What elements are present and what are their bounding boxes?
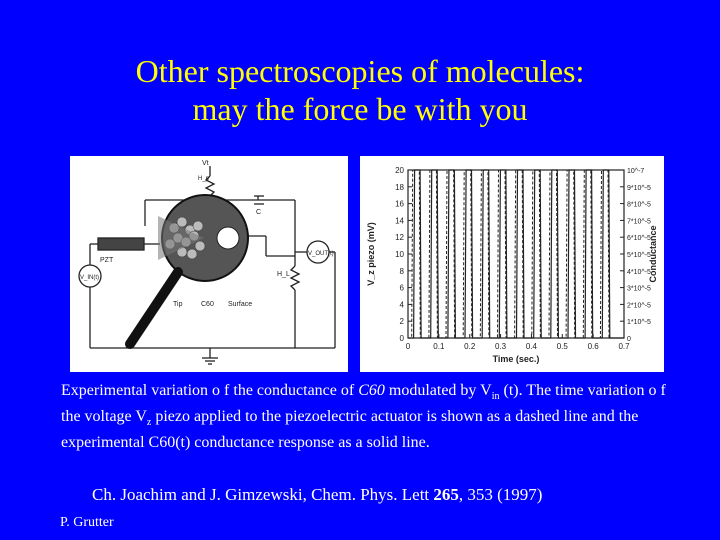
chart-svg <box>360 156 664 372</box>
y2-tick-label: 1*10^-5 <box>627 319 651 327</box>
citation <box>92 485 542 505</box>
y-tick-label: 16 <box>395 199 404 209</box>
caption-vin-sub: in <box>491 391 500 403</box>
y2-tick-label: 7*10^-5 <box>627 218 651 226</box>
x-tick-label: 0.3 <box>495 342 507 351</box>
y2-tick-label: 2*10^-5 <box>627 302 651 310</box>
y2-tick-label: 9*10^-5 <box>627 184 651 192</box>
caption-part-2: modulated by V <box>384 382 492 399</box>
label-surface: Surface <box>228 301 253 308</box>
y-tick-label: 4 <box>399 300 404 310</box>
label-vin: V_IN(t) <box>80 275 100 281</box>
caption-vz-sub: z <box>146 417 152 429</box>
x-axis-label: Time (sec.) <box>492 354 540 364</box>
y-tick-label: 10 <box>395 250 404 259</box>
x-tick-label: 0.2 <box>464 342 476 351</box>
oscillation-chart <box>360 156 664 372</box>
circuit-diagram <box>70 156 348 372</box>
label-vt: Vt <box>202 160 209 167</box>
caption-part-1: Experimental variation o f the conductance of <box>61 382 359 399</box>
x-tick-label: 0.5 <box>556 342 568 351</box>
citation-prefix: Ch. Joachim and J. Gimzewski, Chem. Phys. Lett <box>92 485 434 504</box>
label-vout: V_OUT(t) <box>308 251 334 257</box>
label-hl: H_L <box>277 271 290 278</box>
x-tick-label: 0.7 <box>618 342 630 351</box>
y-tick-label: 8 <box>399 266 404 276</box>
label-tip: Tip <box>173 301 183 308</box>
y2-tick-label: 8*10^-5 <box>627 201 651 209</box>
x-tick-label: 0.4 <box>525 342 537 351</box>
author-name: P. Grutter <box>60 515 114 530</box>
y-tick-label: 14 <box>395 216 404 226</box>
y2-tick-label: 6*10^-5 <box>627 235 651 243</box>
label-hp: H_p <box>198 176 210 182</box>
citation-volume: 265 <box>433 485 459 504</box>
y2-tick-label: 5*10^-5 <box>627 252 651 259</box>
label-c60: C60 <box>201 301 214 308</box>
y-axis-label: V_z piezo (mV) <box>366 222 376 286</box>
y-tick-label: 20 <box>395 166 404 175</box>
y-tick-label: 18 <box>395 182 404 192</box>
y-tick-label: 12 <box>395 233 404 243</box>
title-line-1: Other spectroscopies of molecules: <box>135 53 585 89</box>
citation-suffix: , 353 (1997) <box>458 485 543 504</box>
x-tick-label: 0.6 <box>587 342 599 351</box>
x-tick-label: 0.1 <box>433 342 445 351</box>
y2-tick-label: 10^-7 <box>627 168 645 175</box>
y-tick-label: 6 <box>399 283 404 293</box>
label-c: C <box>256 209 262 216</box>
y2-tick-label: 4*10^-5 <box>627 268 651 276</box>
y2-tick-label: 3*10^-5 <box>627 285 651 293</box>
y2-axis-label: Conductance <box>648 225 658 283</box>
slide-title <box>0 52 720 128</box>
caption-part-4: piezo applied to the piezoelectric actuator is shown as a dashed line and the experimental C60(t) conductance response as a solid line. <box>61 408 639 452</box>
y-tick-label: 2 <box>399 317 404 327</box>
circuit-svg <box>70 156 348 372</box>
y-tick-label: 0 <box>399 334 404 343</box>
caption-part-3: (t). The time variation o f the voltage V <box>61 382 666 426</box>
x-tick-label: 0 <box>405 342 411 351</box>
label-pzt: PZT <box>100 257 114 264</box>
y2-tick-label: 0 <box>627 336 631 343</box>
figure-caption <box>61 381 671 453</box>
title-line-2: may the force be with you <box>192 91 528 127</box>
caption-c60: C60 <box>358 382 385 399</box>
